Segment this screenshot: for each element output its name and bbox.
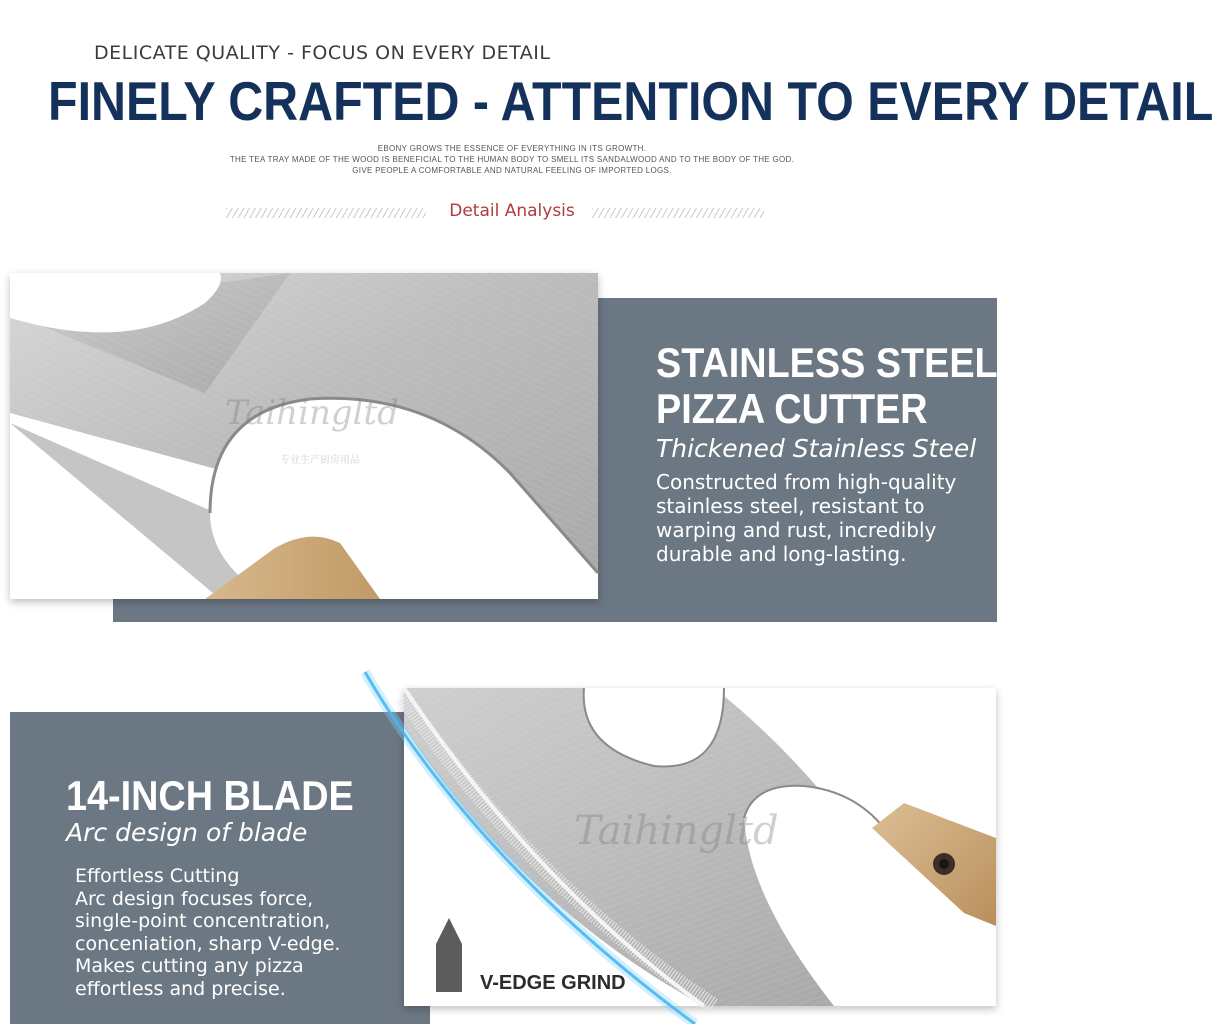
page-headline: FINELY CRAFTED - ATTENTION TO EVERY DETAIL [48,70,1213,132]
v-edge-icon [432,918,466,992]
v-edge-label: V-EDGE GRIND [480,972,626,994]
feature1-title-line2: PIZZA CUTTER [656,385,928,432]
feature1-title-line1: STAINLESS STEEL [656,339,998,386]
feature2-watermark: Taihingltd [574,808,779,854]
description-line-2: THE TEA TRAY MADE OF THE WOOD IS BENEFICIAL TO THE HUMAN BODY TO SMELL ITS SANDALWOOD AND TO THE BODY OF THE GOD. [229,155,795,164]
feature2-body-line: Makes cutting any pizza [75,955,304,977]
feature2-body [75,865,415,1000]
feature2-body-line: conceniation, sharp V-edge. [75,932,341,955]
feature2-subtitle: Arc design of blade [66,818,308,847]
description-line-3: GIVE PEOPLE A COMFORTABLE AND NATURAL FEELING OF IMPORTED LOGS. [352,166,672,175]
description-line-1: EBONY GROWS THE ESSENCE OF EVERYTHING IN ITS GROWTH. [377,144,647,153]
kicker-text: DELICATE QUALITY - FOCUS ON EVERY DETAIL [94,42,551,64]
feature1-subtitle: Thickened Stainless Steel [656,434,977,463]
feature1-photo [10,273,598,599]
feature2-title: 14-INCH BLADE [66,772,354,819]
feature2-body-line: single-point concentration, [75,910,331,932]
feature1-body: Constructed from high-quality stainless steel, resistant to warping and rust, incredibly durable and long-lasting. [656,470,957,566]
section-label: Detail Analysis [449,201,575,221]
section-divider [0,200,1024,226]
feature1-watermark-sub: 专业生产厨房用品 [280,455,360,466]
feature1-watermark: Taihingltd [225,393,399,433]
feature2-body-line: effortless and precise. [75,977,286,1000]
feature2-body-line: Effortless Cutting [75,865,240,887]
feature2-body-line: Arc design focuses force, [75,887,314,910]
hatch-right-decoration [592,208,764,218]
